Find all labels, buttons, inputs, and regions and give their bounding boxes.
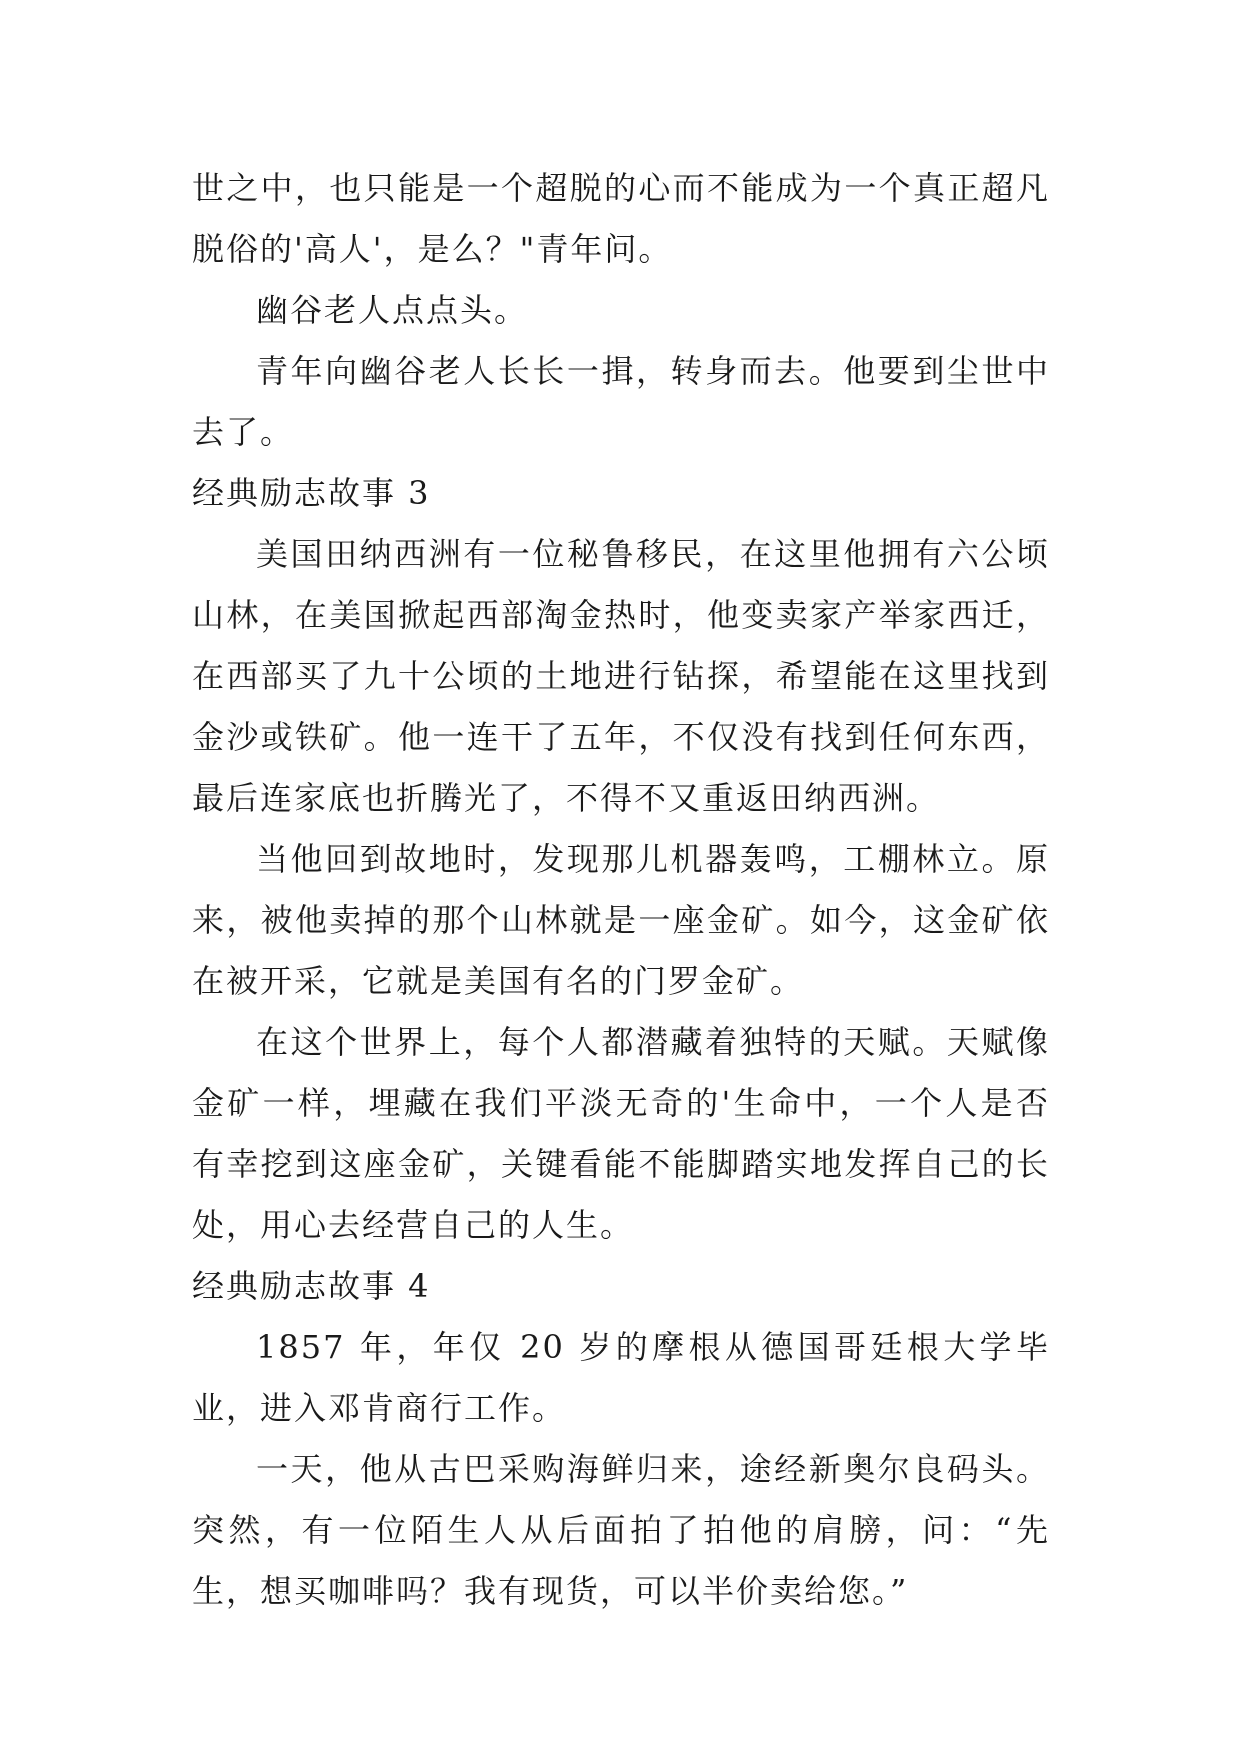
paragraph: 在这个世界上，每个人都潜藏着独特的天赋。天赋像金矿一样，埋藏在我们平淡无奇的'生命中，一个人是否有幸挖到这座金矿，关键看能不能脚踏实地发挥自己的长处，用心去经营自己的人生。 <box>192 1023 1050 1244</box>
paragraph: 1857 年，年仅 20 岁的摩根从德国哥廷根大学毕业，进入邓肯商行工作。 <box>192 1328 1050 1427</box>
paragraph: 青年向幽谷老人长长一揖，转身而去。他要到尘世中去了。 <box>192 352 1050 451</box>
paragraph: 一天，他从古巴采购海鲜归来，途经新奥尔良码头。突然，有一位陌生人从后面拍了拍他的肩膀，问：“先生，想买咖啡吗？我有现货，可以半价卖给您。” <box>192 1450 1050 1610</box>
section-heading-story-3: 经典励志故事 3 <box>192 474 431 512</box>
document-body <box>192 158 1050 1622</box>
paragraph: 当他回到故地时，发现那儿机器轰鸣，工棚林立。原来，被他卖掉的那个山林就是一座金矿。如今，这金矿依在被开采，它就是美国有名的门罗金矿。 <box>192 840 1050 1000</box>
paragraph: 美国田纳西洲有一位秘鲁移民，在这里他拥有六公顷山林，在美国掀起西部淘金热时，他变卖家产举家西迁，在西部买了九十公顷的土地进行钻探，希望能在这里找到金沙或铁矿。他一连干了五年，不仅没有找到任何东西，最后连家底也折腾光了，不得不又重返田纳西洲。 <box>192 535 1050 817</box>
paragraph: 幽谷老人点点头。 <box>256 291 529 329</box>
section-heading-story-4: 经典励志故事 4 <box>192 1267 431 1305</box>
paragraph-continuation: 世之中，也只能是一个超脱的心而不能成为一个真正超凡脱俗的'高人'，是么？"青年问。 <box>192 169 1050 268</box>
